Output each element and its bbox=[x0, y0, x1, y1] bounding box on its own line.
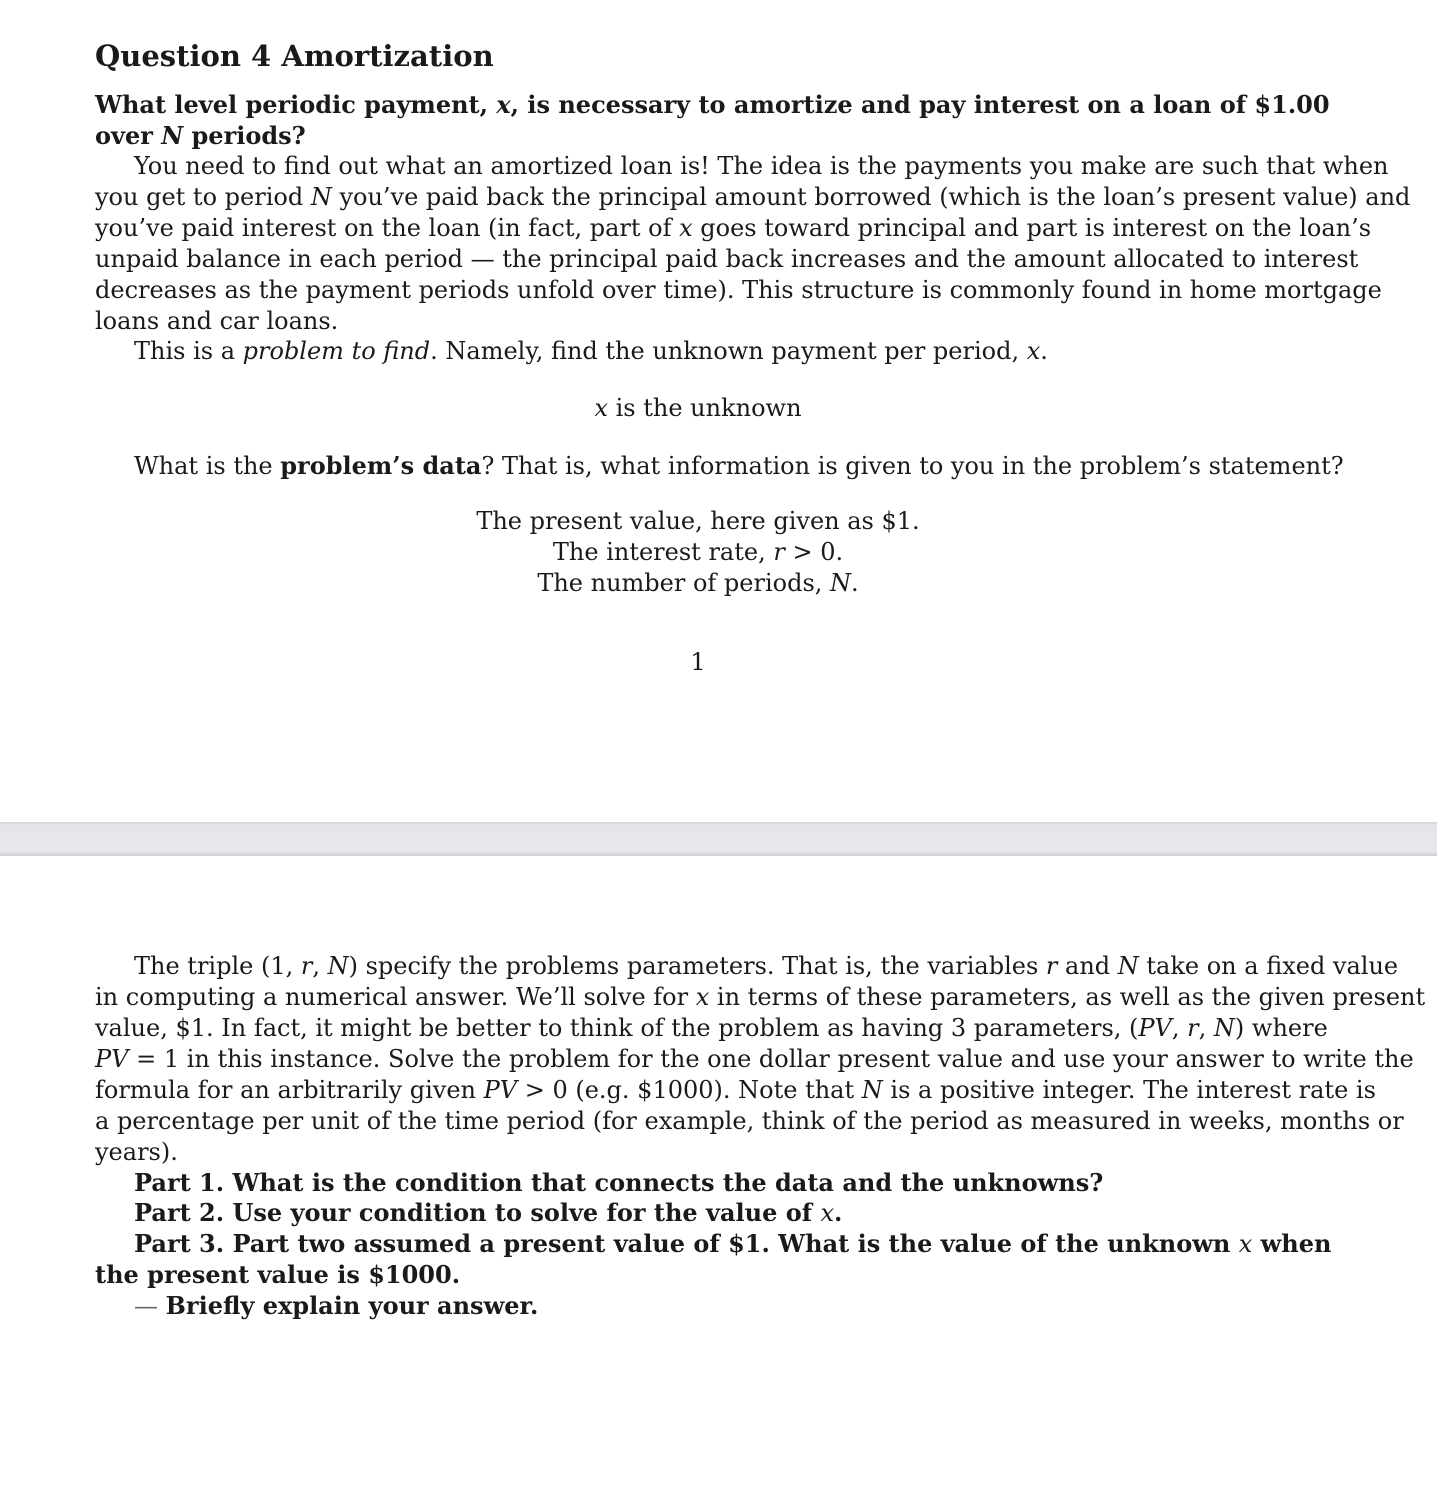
data-item-interest-rate: The interest rate, r > 0. bbox=[552, 538, 844, 566]
data-item-periods: The number of periods, N. bbox=[537, 569, 859, 597]
paragraph-1-line-6: loans and car loans. bbox=[95, 307, 339, 335]
unknown-statement: x is the unknown bbox=[594, 394, 802, 422]
question-line-2: over N periods? bbox=[95, 121, 306, 150]
document-page-2 bbox=[0, 856, 1437, 1511]
paragraph-1-line-2: you get to period N you’ve paid back the principal amount borrowed (which is the loan’s present value) and bbox=[95, 183, 1411, 211]
paragraph-1-line-3: you’ve paid interest on the loan (in fact, part of x goes toward principal and part is interest on the loan’s bbox=[95, 214, 1372, 242]
page-number: 1 bbox=[690, 648, 706, 676]
params-line-7: years). bbox=[95, 1138, 178, 1166]
paragraph-1-line-4: unpaid balance in each period — the principal paid back increases and the amount allocated to interest bbox=[95, 245, 1359, 273]
params-line-4: PV = 1 in this instance. Solve the problem for the one dollar present value and use your answer to write the bbox=[95, 1045, 1414, 1073]
paragraph-2: This is a problem to find. Namely, find the unknown payment per period, x. bbox=[134, 337, 1048, 365]
page-separator bbox=[0, 822, 1437, 856]
part-1: Part 1. What is the condition that connects the data and the unknowns? bbox=[134, 1168, 1104, 1197]
params-line-1: The triple (1, r, N) specify the problems parameters. That is, the variables r and N take on a fixed value bbox=[134, 952, 1399, 980]
params-line-5: formula for an arbitrarily given PV > 0 (e.g. $1000). Note that N is a positive integer. The interest rate is bbox=[95, 1076, 1376, 1104]
data-item-present-value: The present value, here given as $1. bbox=[476, 507, 920, 535]
explain-line: — Briefly explain your answer. bbox=[134, 1291, 539, 1320]
part-2: Part 2. Use your condition to solve for the value of x. bbox=[134, 1198, 843, 1227]
question-heading: Question 4 Amortization bbox=[95, 39, 494, 73]
params-line-3: value, $1. In fact, it might be better to think of the problem as having 3 parameters, (PV, r, N) where bbox=[95, 1014, 1328, 1042]
params-line-6: a percentage per unit of the time period (for example, think of the period as measured in weeks, months or bbox=[95, 1107, 1404, 1135]
paragraph-1-line-5: decreases as the payment periods unfold over time). This structure is commonly found in home mortgage bbox=[95, 276, 1382, 304]
data-question: What is the problem’s data? That is, what information is given to you in the problem’s statement? bbox=[134, 451, 1344, 480]
part-3-line-2: the present value is $1000. bbox=[95, 1260, 461, 1289]
question-line-1: What level periodic payment, x, is necessary to amortize and pay interest on a loan of $1.00 bbox=[95, 90, 1330, 119]
part-3-line-1: Part 3. Part two assumed a present value of $1. What is the value of the unknown x when bbox=[134, 1229, 1332, 1258]
params-line-2: in computing a numerical answer. We’ll solve for x in terms of these parameters, as well as the given present bbox=[95, 983, 1426, 1011]
paragraph-1-line-1: You need to find out what an amortized loan is! The idea is the payments you make are such that when bbox=[134, 152, 1389, 180]
